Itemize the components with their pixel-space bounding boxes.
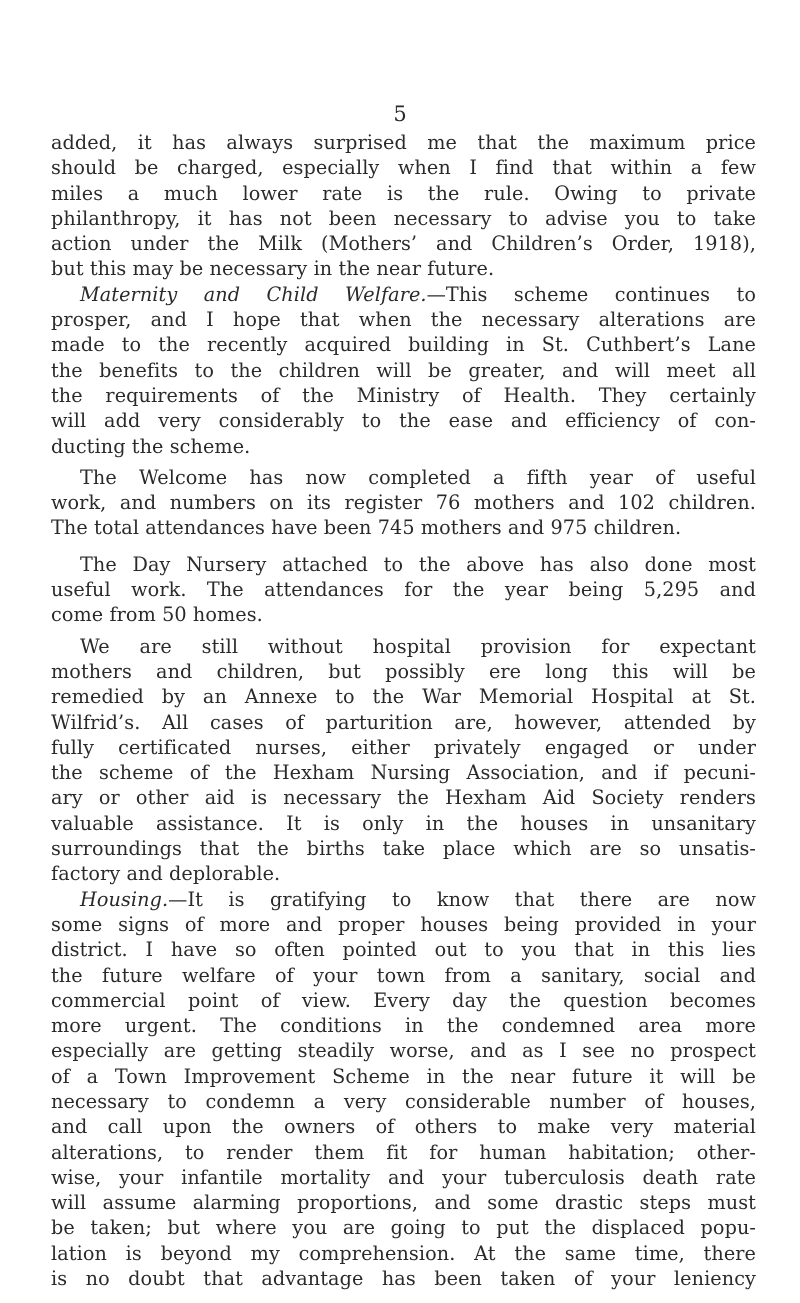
text-line xyxy=(51,358,756,383)
line-text: the benefits to the children will be greater, and will meet all xyxy=(51,358,756,382)
line-text: made to the recently acquired building in St. Cuthbert’s Lane xyxy=(51,333,756,357)
line-text: the requirements of the Ministry of Health. They certainly xyxy=(51,383,756,407)
line-text: surroundings that the births take place which are so unsatis- xyxy=(51,837,756,861)
line-text: commercial point of view. Every day the question becomes xyxy=(51,988,756,1012)
text-line xyxy=(51,735,756,760)
text-line xyxy=(51,332,756,357)
text-line xyxy=(51,811,756,836)
text-line xyxy=(51,383,756,408)
text-line xyxy=(51,602,756,627)
line-text: more urgent. The conditions in the condemned area more xyxy=(51,1014,756,1038)
line-text: and call upon the owners of others to make very material xyxy=(51,1115,756,1139)
page-number: 5 xyxy=(393,102,407,126)
line-text: —This scheme continues to xyxy=(426,282,756,306)
line-text: factory and deplorable. xyxy=(51,862,281,886)
text-line xyxy=(51,206,756,231)
line-text: added, it has always surprised me that the maximum price xyxy=(51,131,756,154)
line-text: necessary to condemn a very considerable number of houses, xyxy=(51,1089,756,1113)
text-line xyxy=(51,963,756,988)
line-text: Wilfrid’s. All cases of parturition are, however, attended by xyxy=(51,710,756,734)
text-line xyxy=(51,155,756,180)
text-line xyxy=(51,760,756,785)
text-line xyxy=(51,256,756,281)
line-text: useful work. The attendances for the year being 5,295 and xyxy=(51,578,756,602)
line-text: remedied by an Annexe to the War Memorial Hospital at St. xyxy=(51,685,756,709)
line-text: come from 50 homes. xyxy=(51,603,263,627)
text-line xyxy=(51,130,756,155)
text-line xyxy=(51,552,756,577)
text-line xyxy=(51,634,756,659)
text-line xyxy=(51,465,756,490)
text-line xyxy=(51,231,756,256)
line-text: ary or other aid is necessary the Hexham Aid Society renders xyxy=(51,786,756,810)
line-text: mothers and children, but possibly ere long this will be xyxy=(51,659,756,683)
text-line xyxy=(51,1013,756,1038)
text-line xyxy=(51,1114,756,1139)
text-line xyxy=(51,710,756,735)
line-text: lation is beyond my comprehension. At the same time, there xyxy=(51,1241,756,1265)
text-line xyxy=(51,282,756,307)
line-text: especially are getting steadily worse, and as I see no prospect xyxy=(51,1039,756,1063)
text-line xyxy=(51,659,756,684)
line-text: action under the Milk (Mothers’ and Children’s Order, 1918), xyxy=(51,232,756,256)
text-line xyxy=(51,490,756,515)
text-line xyxy=(51,515,756,540)
line-text: the future welfare of your town from a sanitary, social and xyxy=(51,963,756,987)
text-line xyxy=(51,577,756,602)
text-line xyxy=(51,684,756,709)
text-line xyxy=(51,1215,756,1240)
text-line xyxy=(51,1064,756,1089)
text-line xyxy=(51,181,756,206)
text-line xyxy=(51,1266,756,1291)
text-line xyxy=(51,861,756,886)
line-text: of a Town Improvement Scheme in the near future it will be xyxy=(51,1064,756,1088)
line-text: We are still without hospital provision for expectant xyxy=(80,634,756,658)
text-line xyxy=(51,937,756,962)
line-text: is no doubt that advantage has been taken of your leniency xyxy=(51,1267,756,1291)
line-text: should be charged, especially when I find that within a few xyxy=(51,156,756,180)
line-text: some signs of more and proper houses being provided in your xyxy=(51,912,756,936)
line-text: valuable assistance. It is only in the houses in unsanitary xyxy=(51,811,756,835)
text-line xyxy=(51,836,756,861)
line-text: alterations, to render them fit for human habitation; other- xyxy=(51,1140,756,1164)
line-text: The Day Nursery attached to the above has also done most xyxy=(80,552,756,576)
text-line xyxy=(51,1140,756,1165)
line-text: will add very considerably to the ease and efficiency of con- xyxy=(51,409,756,433)
text-line xyxy=(51,1089,756,1114)
text-line xyxy=(51,912,756,937)
section-heading: Housing. xyxy=(80,887,169,911)
line-text: The total attendances have been 745 mothers and 975 children. xyxy=(51,516,682,540)
line-text: philanthropy, it has not been necessary to advise you to take xyxy=(51,206,756,230)
text-line xyxy=(51,1241,756,1266)
line-text: —It is gratifying to know that there are now xyxy=(168,887,756,911)
line-text: be taken; but where you are going to put the displaced popu- xyxy=(51,1216,756,1240)
text-line xyxy=(51,887,756,912)
text-line xyxy=(51,1165,756,1190)
text-line xyxy=(51,434,756,459)
body-text xyxy=(51,130,756,1291)
line-text: ducting the scheme. xyxy=(51,434,251,458)
text-line xyxy=(51,988,756,1013)
section-heading: Maternity and Child Welfare. xyxy=(80,282,427,306)
line-text: will assume alarming proportions, and some drastic steps must xyxy=(51,1191,756,1215)
text-line xyxy=(51,1190,756,1215)
text-line xyxy=(51,785,756,810)
line-text: district. I have so often pointed out to you that in this lies xyxy=(51,938,756,962)
line-text: prosper, and I hope that when the necessary alterations are xyxy=(51,308,756,332)
line-text: fully certificated nurses, either privately engaged or under xyxy=(51,735,756,759)
line-text: miles a much lower rate is the rule. Owing to private xyxy=(51,181,756,205)
line-text: wise, your infantile mortality and your tuberculosis death rate xyxy=(51,1165,756,1189)
text-line xyxy=(51,307,756,332)
line-text: work, and numbers on its register 76 mothers and 102 children. xyxy=(51,491,756,515)
line-text: the scheme of the Hexham Nursing Association, and if pecuni- xyxy=(51,761,756,785)
line-text: but this may be necessary in the near future. xyxy=(51,257,495,281)
line-text: The Welcome has now completed a fifth year of useful xyxy=(80,465,756,489)
text-line xyxy=(51,1038,756,1063)
text-line xyxy=(51,408,756,433)
